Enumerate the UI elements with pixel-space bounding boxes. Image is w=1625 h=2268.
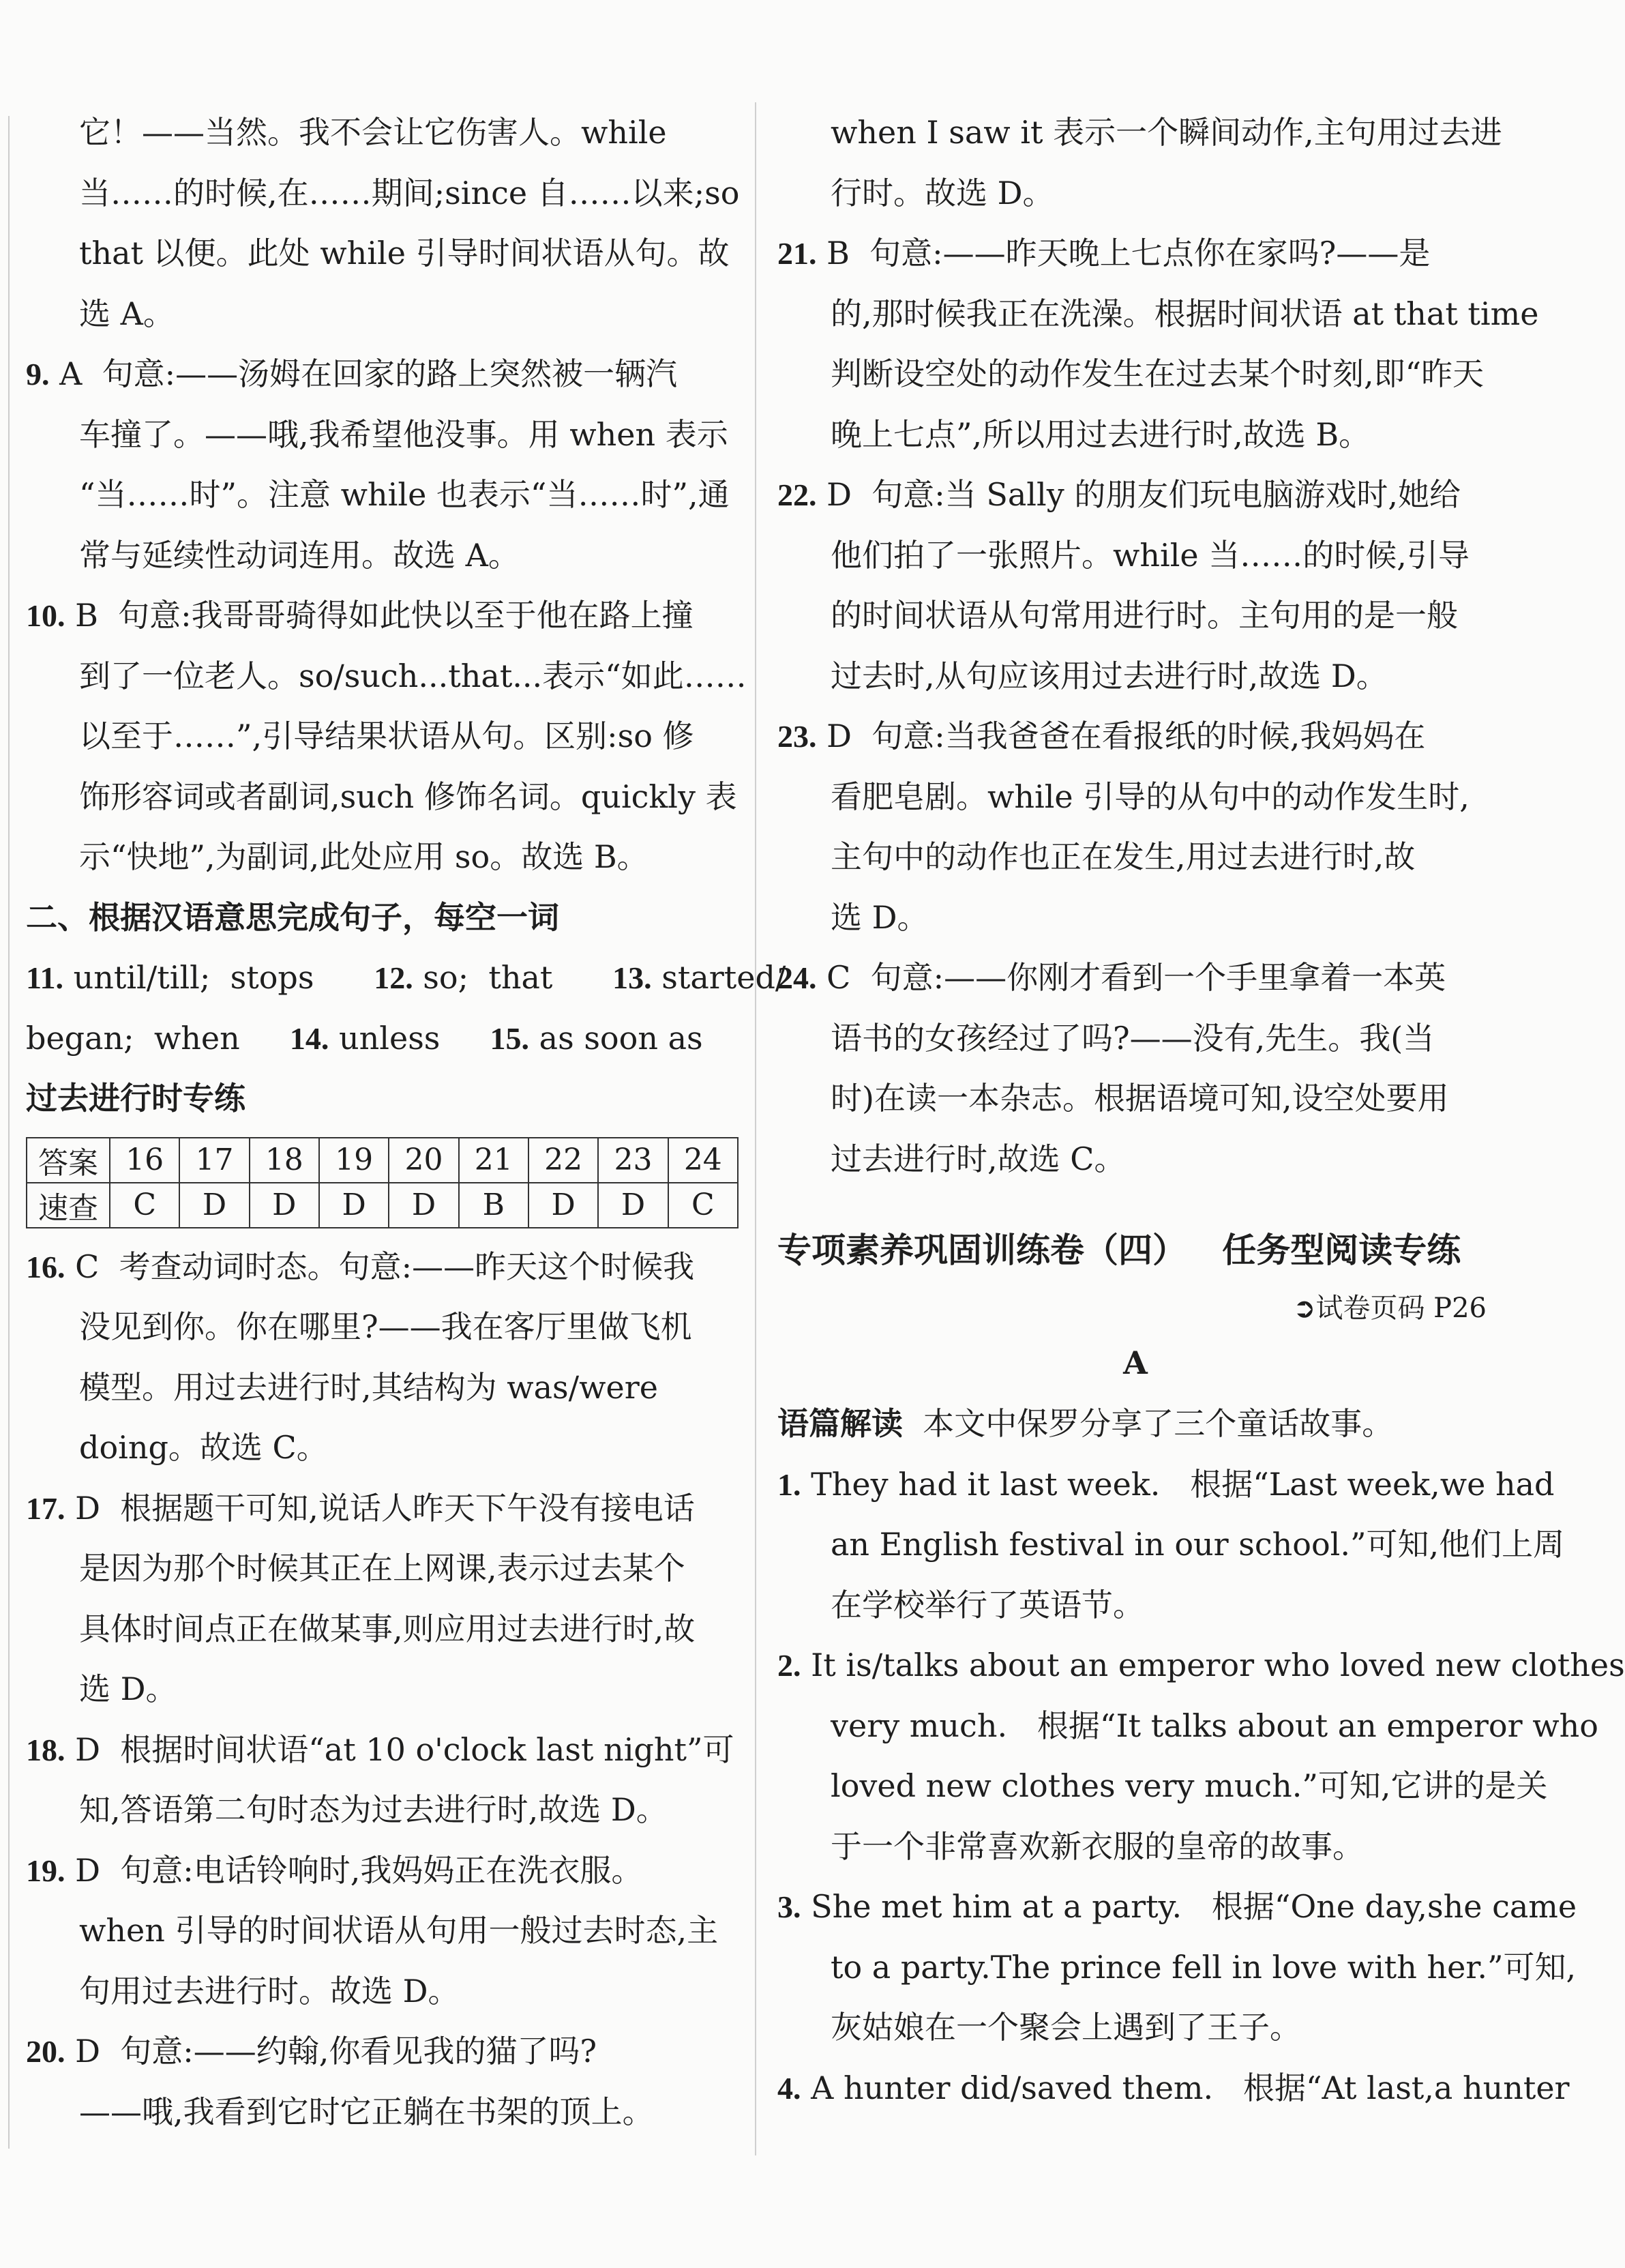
text-line: D 根据时间状语“at 10 o'clock last night”可	[75, 1731, 734, 1768]
text-line: B 句意:——昨天晚上七点你在家吗?——是	[826, 235, 1431, 271]
fill-answers-row-1	[26, 947, 786, 1008]
table-cell: 16	[110, 1138, 179, 1183]
answer-18	[26, 1720, 739, 1840]
text-line: 常与延续性动词连用。故选 A。	[79, 536, 520, 574]
text-line: 看肥皂剧。while 引导的从句中的动作发生时,	[831, 778, 1470, 815]
question-number: 16.	[26, 1249, 65, 1284]
text-line: very much. 根据“It talks about an emperor who	[831, 1707, 1598, 1744]
question-number: 12.	[374, 960, 413, 995]
text-line: 晚上七点”,所以用过去进行时,故选 B。	[831, 415, 1371, 453]
text-line: 过去进行时,故选 C。	[831, 1140, 1126, 1177]
text-line: to a party.The prince fell in love with her.”可知,	[831, 1948, 1577, 1986]
table-cell: 19	[319, 1138, 389, 1183]
text-line: “当……时”。注意 while 也表示“当……时”,通	[79, 476, 730, 513]
question-number: 17.	[26, 1490, 65, 1526]
text-line: 它！——当然。我不会让它伤害人。while	[79, 114, 667, 151]
question-number: 24.	[777, 960, 817, 995]
text-line: 选 D。	[831, 898, 929, 936]
question-number: 2.	[777, 1648, 801, 1683]
answer-text: as soon as	[529, 1019, 703, 1057]
text-line: A 句意:——汤姆在回家的路上突然被一辆汽	[59, 355, 678, 392]
column-divider	[755, 102, 756, 2155]
question-number: 15.	[490, 1020, 530, 1056]
question-number: 18.	[26, 1732, 65, 1767]
text-line: 过去时,从句应该用过去进行时,故选 D。	[831, 657, 1388, 694]
text-line: when 引导的时间状语从句用一般过去时态,主	[79, 1912, 719, 1949]
text-line: 句用过去进行时。故选 D。	[79, 1972, 460, 2009]
reading-answer-3	[777, 1876, 1577, 2058]
passage-summary	[777, 1394, 1493, 1454]
answer-10	[26, 585, 747, 887]
text-line: 饰形容词或者副词,such 修饰名词。quickly 表	[79, 778, 737, 815]
table-cell: D	[389, 1183, 458, 1228]
text-line: 到了一位老人。so/such...that...表示“如此……	[79, 657, 747, 694]
text-line: D 句意:当 Sally 的朋友们玩电脑游戏时,她给	[826, 476, 1461, 513]
question-number: 20.	[26, 2034, 65, 2069]
question-number: 11.	[26, 960, 63, 995]
text-line: C 句意:——你刚才看到一个手里拿着一本英	[826, 959, 1446, 996]
text-line: loved new clothes very much.”可知,它讲的是关	[831, 1767, 1548, 1804]
table-cell: D	[179, 1183, 249, 1228]
text-line: that 以便。此处 while 引导时间状语从句。故	[79, 235, 730, 271]
answer-text: unless	[329, 1019, 441, 1057]
section-heading: 二、根据汉语意思完成句子，每空一词	[26, 898, 559, 936]
answer-19	[26, 1840, 739, 2022]
fill-answers-row-2	[26, 1008, 739, 1069]
text-line: ——哦,我看到它时它正躺在书架的顶上。	[79, 2093, 654, 2130]
reading-answer-2	[777, 1635, 1625, 1876]
text-line: It is/talks about an emperor who loved new clothes	[811, 1647, 1625, 1683]
table-cell: D	[598, 1183, 668, 1228]
table-cell: 20	[389, 1138, 458, 1183]
table-cell: 17	[179, 1138, 249, 1183]
question-number: 23.	[777, 719, 817, 754]
table-cell: C	[110, 1183, 179, 1228]
table-cell: D	[319, 1183, 389, 1228]
text-line: 示“快地”,为副词,此处应用 so。故选 B。	[79, 838, 648, 875]
answer-text: until/till; stops	[63, 959, 314, 996]
table-cell: 22	[528, 1138, 598, 1183]
table-cell: B	[459, 1183, 528, 1228]
text-line: 以至于……”,引导结果状语从句。区别:so 修	[79, 718, 694, 754]
text-line: 的时间状语从句常用进行时。主句用的是一般	[831, 597, 1458, 634]
question-number: 14.	[289, 1020, 329, 1056]
answer-17	[26, 1478, 739, 1720]
table-cell: 23	[598, 1138, 668, 1183]
text-line: 具体时间点正在做某事,则应用过去进行时,故	[79, 1610, 696, 1647]
answer-9	[26, 344, 739, 585]
text-line: 他们拍了一张照片。while 当……的时候,引导	[831, 536, 1470, 574]
question-number: 4.	[777, 2070, 801, 2106]
page-edge	[8, 116, 10, 2149]
table-row	[27, 1138, 738, 1183]
text-line: when I saw it 表示一个瞬间动作,主句用过去进	[831, 114, 1502, 151]
text-line: 判断设空处的动作发生在过去某个时刻,即“昨天	[831, 355, 1485, 392]
question-number: 3.	[777, 1889, 801, 1924]
text-line: D 句意:当我爸爸在看报纸的时候,我妈妈在	[826, 718, 1426, 754]
text-line: 时)在读一本杂志。根据语境可知,设空处要用	[831, 1080, 1449, 1117]
text-line: D 句意:电话铃响时,我妈妈正在洗衣服。	[75, 1851, 643, 1889]
text-line: 选 D。	[79, 1670, 177, 1707]
text-line: 选 A。	[79, 295, 175, 332]
table-cell: C	[668, 1183, 738, 1228]
answer-23	[777, 706, 1493, 947]
text-line: 没见到你。你在哪里?——我在客厅里做飞机	[79, 1308, 692, 1345]
summary-label: 语篇解读	[777, 1405, 903, 1442]
text-line: 行时。故选 D。	[831, 174, 1054, 211]
answer-text: so; that	[413, 959, 553, 996]
table-cell: 21	[459, 1138, 528, 1183]
table-row	[27, 1183, 738, 1228]
text-line: 主句中的动作也正在发生,用过去进行时,故	[831, 838, 1416, 875]
right-column	[777, 102, 1625, 2118]
table-cell: D	[528, 1183, 598, 1228]
answer-20	[26, 2021, 739, 2142]
text-line: 语书的女孩经过了吗?——没有,先生。我(当	[831, 1019, 1435, 1057]
left-column	[26, 102, 786, 2142]
question-number: 10.	[26, 598, 65, 633]
question-number: 1.	[777, 1467, 801, 1502]
answer-24	[777, 947, 1493, 1189]
answer-table	[26, 1137, 739, 1228]
answer-20-tail	[777, 102, 1502, 223]
summary-text: 本文中保罗分享了三个童话故事。	[903, 1405, 1394, 1442]
text-line: 车撞了。——哦,我希望他没事。用 when 表示	[79, 415, 728, 453]
table-cell: D	[250, 1183, 319, 1228]
text-line: 在学校举行了英语节。	[831, 1586, 1144, 1623]
page-reference: ➲试卷页码 P26	[1292, 1293, 1487, 1324]
text-line: 是因为那个时候其正在上网课,表示过去某个	[79, 1550, 685, 1587]
answer-22	[777, 465, 1493, 706]
question-number: 21.	[777, 236, 817, 271]
table-label: 速查	[27, 1183, 110, 1228]
text-line: 模型。用过去进行时,其结构为 was/were	[79, 1368, 658, 1406]
text-line: 于一个非常喜欢新衣服的皇帝的故事。	[831, 1827, 1364, 1865]
text-line: 知,答语第二句时态为过去进行时,故选 D。	[79, 1791, 668, 1828]
text-line: doing。故选 C。	[79, 1429, 328, 1466]
text-line: an English festival in our school.”可知,他们上周	[831, 1526, 1565, 1563]
question-number: 19.	[26, 1853, 65, 1888]
question-number: 22.	[777, 477, 817, 512]
answer-16	[26, 1237, 739, 1478]
answer-text: started/	[651, 959, 786, 996]
reading-answer-4	[777, 2058, 1570, 2119]
question-number: 13.	[612, 960, 652, 995]
reading-answer-1	[777, 1454, 1565, 1636]
text-line: She met him at a party. 根据“One day,she came	[811, 1888, 1577, 1925]
text-line: A hunter did/saved them. 根据“At last,a hunter	[811, 2069, 1570, 2106]
table-cell: 24	[668, 1138, 738, 1183]
text-line: They had it last week. 根据“Last week,we had	[811, 1465, 1555, 1503]
section-title: 专项素养巩固训练卷（四） 任务型阅读专练	[777, 1231, 1461, 1270]
text-line: D 句意:——约翰,你看见我的猫了吗?	[75, 2033, 597, 2070]
section-heading: 过去进行时专练	[26, 1080, 245, 1117]
text-line: 灰姑娘在一个聚会上遇到了王子。	[831, 2009, 1301, 2046]
text-line: D 根据题干可知,说话人昨天下午没有接电话	[75, 1489, 695, 1527]
table-cell: 18	[250, 1138, 319, 1183]
text-line: C 考查动词时态。句意:——昨天这个时候我	[75, 1248, 695, 1285]
answer-21	[777, 223, 1539, 465]
question-number: 9.	[26, 357, 50, 392]
text-line: 的,那时候我正在洗澡。根据时间状语 at that time	[831, 295, 1539, 332]
part-label: A	[1123, 1344, 1148, 1381]
text-line: 当……的时候,在……期间;since 自……以来;so	[79, 174, 740, 211]
answer-8-tail	[26, 102, 739, 344]
text-line: B 句意:我哥哥骑得如此快以至于他在路上撞	[75, 597, 694, 634]
answer-text: began; when	[26, 1019, 240, 1057]
table-label: 答案	[27, 1138, 110, 1183]
